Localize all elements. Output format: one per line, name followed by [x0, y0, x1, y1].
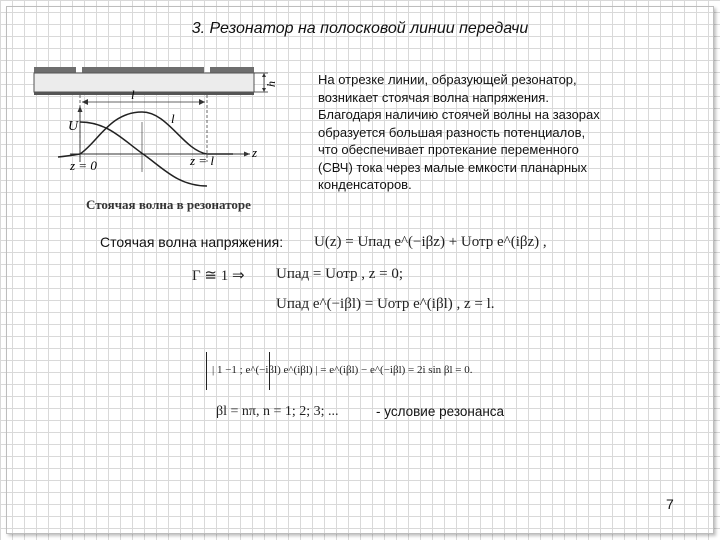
equation-resonance: βl = nπ, n = 1; 2; 3; ...: [216, 404, 339, 419]
label-h: h: [264, 81, 278, 87]
label-zl: z = l: [190, 153, 214, 168]
equation-determinant: [206, 352, 473, 392]
standing-wave-label: Стоячая волна напряжения:: [100, 234, 284, 250]
label-l-top: l: [131, 87, 135, 102]
description-paragraph: [318, 71, 678, 194]
strip-center: [82, 67, 204, 73]
determinant-text: | 1 −1 ; e^(−iβl) e^(iβl) | = e^(iβl) − e^(−iβl) = 2i sin βl = 0.: [212, 364, 473, 376]
label-l-right: l: [171, 111, 175, 126]
resonance-condition-label: - условие резонанса: [376, 404, 505, 419]
label-u: U: [68, 119, 79, 134]
paragraph-line: Благодаря наличию стоячей волны на зазорах: [318, 107, 600, 122]
wave-left-tail: [58, 154, 80, 157]
paragraph-line: образуется большая разность потенциалов,: [318, 124, 586, 140]
strip-left: [34, 67, 76, 73]
equation-boundary-z0: Uпад = Uотр , z = 0;: [276, 266, 404, 282]
equation-boundary-zl: Uпад e^(−iβl) = Uотр e^(iβl) , z = l.: [276, 296, 495, 312]
equation-gamma: Г ≅ 1 ⇒: [192, 268, 245, 284]
paragraph-line: что обеспечивает протекание переменного: [318, 142, 579, 157]
paragraph-line: (СВЧ) тока через малые емкости планарных: [318, 159, 588, 175]
paragraph-line: конденсаторов.: [318, 177, 412, 192]
ground-plane: [34, 92, 254, 95]
label-z0: z = 0: [70, 158, 97, 173]
substrate: [34, 73, 254, 92]
wave-rising: [80, 112, 233, 154]
paragraph-line: возникает стоячая волна напряжения.: [318, 89, 549, 105]
figure-caption: Стоячая волна в резонаторе: [86, 197, 251, 212]
strip-right: [210, 67, 254, 73]
equation-standing-wave: U(z) = Uпад e^(−iβz) + Uотр e^(iβz) ,: [314, 234, 547, 250]
paragraph-line: На отрезке линии, образующей резонатор,: [318, 72, 577, 87]
slide-title: 3. Резонатор на полосковой линии передачи: [191, 20, 529, 37]
resonator-figure: [28, 62, 290, 212]
label-z-axis: z: [252, 145, 258, 160]
page-number: 7: [666, 496, 674, 512]
